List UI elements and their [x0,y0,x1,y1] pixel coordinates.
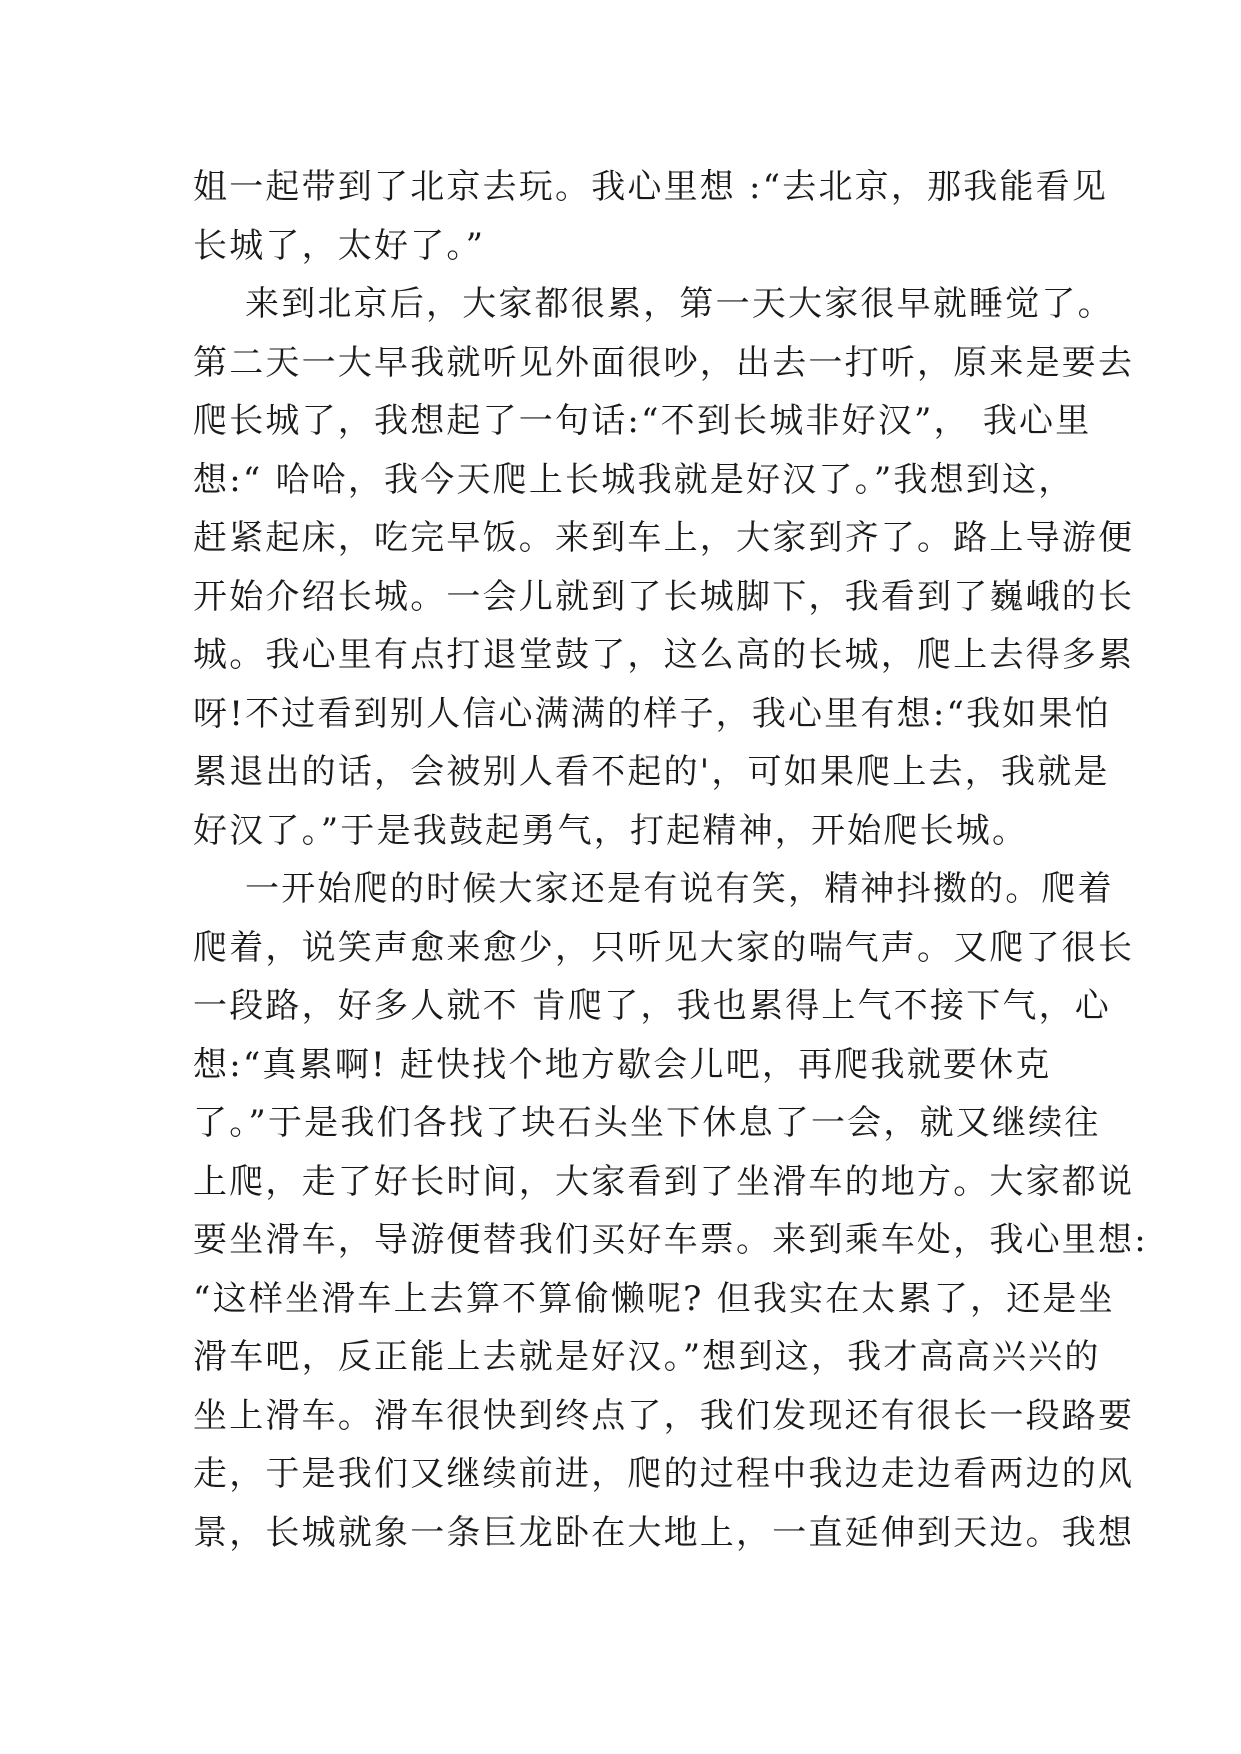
text-line: 滑车吧，反正能上去就是好汉。”想到这，我才高高兴兴的 [193,1337,1101,1377]
text-line: 开始介绍长城。一会儿就到了长城脚下，我看到了巍峨的长 [193,576,1135,617]
text-line: 爬长城了，我想起了一句话:“不到长城非好汉”， 我心里 [193,401,1092,441]
text-line: 爬着，说笑声愈来愈少，只听见大家的喘气声。又爬了很长 [193,927,1135,968]
text-line: 累退出的话，会被别人看不起的'，可如果爬上去，我就是 [193,752,1110,792]
text-line: “这样坐滑车上去算不算偷懒呢? 但我实在太累了，还是坐 [193,1278,1115,1319]
text-line: 上爬，走了好长时间，大家看到了坐滑车的地方。大家都说 [193,1161,1135,1202]
text-line: 赶紧起床，吃完早饭。来到车上，大家到齐了。路上导游便 [193,518,1135,558]
text-line: 一开始爬的时候大家还是有说有笑，精神抖擞的。爬着 [193,869,1114,909]
text-line: 坐上滑车。滑车很快到终点了，我们发现还有很长一段路要 [193,1395,1135,1436]
body-text [193,158,1148,1562]
text-line: 景，长城就象一条巨龙卧在大地上，一直延伸到天边。我想 [193,1512,1135,1553]
text-line: 走，于是我们又继续前进，爬的过程中我边走边看两边的风 [193,1454,1135,1494]
text-line: 来到北京后，大家都很累，第一天大家很早就睡觉了。 [193,284,1114,324]
text-line: 城。我心里有点打退堂鼓了，这么高的长城，爬上去得多累 [193,635,1135,675]
text-line: 第二天一大早我就听见外面很吵，出去一打听，原来是要去 [193,342,1135,383]
text-line: 好汉了。”于是我鼓起勇气，打起精神，开始爬长城。 [193,810,1029,851]
text-line: 要坐滑车，导游便替我们买好车票。来到乘车处，我心里想: [193,1220,1148,1260]
text-line: 想:“真累啊! 赶快找个地方歇会儿吧，再爬我就要休克 [193,1044,1052,1085]
text-line: 呀!不过看到别人信心满满的样子，我心里有想:“我如果怕 [193,693,1111,734]
text-line: 姐一起带到了北京去玩。我心里想 :“去北京，那我能看见 [193,167,1109,207]
text-line: 一段路，好多人就不 肯爬了，我也累得上气不接下气，心 [193,986,1112,1026]
text-line: 长城了，太好了。” [193,225,486,266]
text-line: 了。”于是我们各找了块石头坐下休息了一会，就又继续往 [193,1103,1101,1143]
text-line: 想:“ 哈哈，我今天爬上长城我就是好汉了。”我想到这， [193,459,1075,500]
